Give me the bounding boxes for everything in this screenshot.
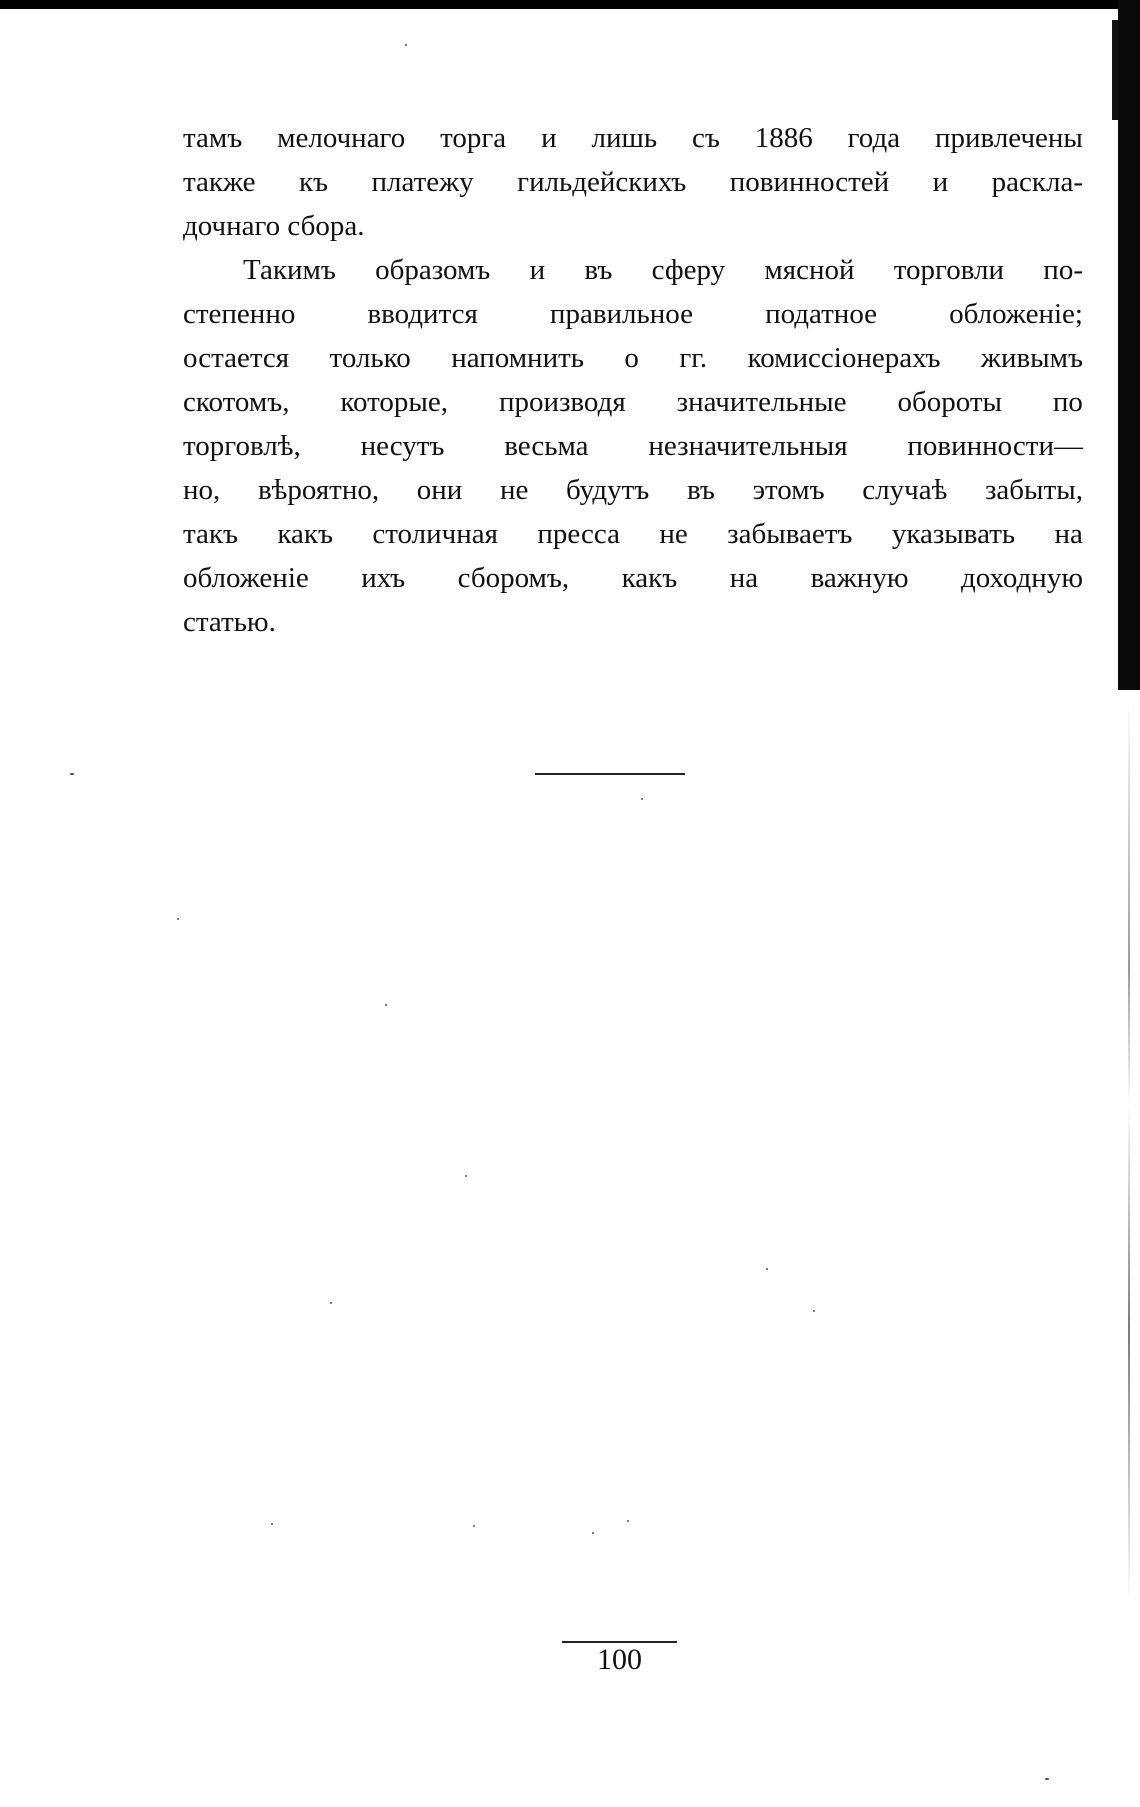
word: вводится: [367, 298, 478, 330]
word: живымъ: [980, 342, 1083, 374]
print-speck: [641, 798, 643, 800]
word: столичная: [372, 518, 498, 550]
word: и: [541, 122, 557, 154]
word: образомъ: [375, 254, 491, 286]
word: торговлѣ,: [183, 430, 301, 462]
word: обложенiе: [183, 562, 309, 594]
word: остается: [183, 342, 290, 374]
word: и: [932, 166, 949, 198]
word: этомъ: [752, 474, 825, 506]
word: скотомъ,: [183, 386, 290, 418]
word: забыты,: [984, 474, 1083, 506]
print-speck: [177, 918, 179, 920]
text-line: [183, 292, 1083, 336]
word: торга: [440, 122, 507, 154]
print-speck: [405, 44, 407, 46]
print-speck: [70, 773, 74, 775]
word: весьма: [504, 430, 589, 462]
word: года: [847, 122, 901, 154]
section-divider: [535, 773, 685, 775]
word: значительные: [676, 386, 847, 418]
print-speck: [627, 1520, 629, 1522]
word: по-: [1043, 254, 1083, 286]
word: будутъ: [566, 474, 650, 506]
word: случаѣ: [862, 474, 948, 506]
print-speck: [465, 1175, 467, 1177]
text-line: дочнаго сбора.: [183, 210, 365, 242]
word: указывать: [891, 518, 1016, 550]
word: повинностей: [729, 166, 890, 198]
word: сборомъ,: [457, 562, 570, 594]
word: несутъ: [360, 430, 445, 462]
word: они: [416, 474, 463, 506]
word: пресса: [537, 518, 620, 550]
word: торговли: [893, 254, 1005, 286]
word: и: [529, 254, 546, 286]
word: на: [1054, 518, 1083, 550]
word: производя: [498, 386, 626, 418]
text-line: [183, 468, 1083, 512]
text-line: [183, 556, 1083, 600]
word: къ: [298, 166, 329, 198]
word: мясной: [764, 254, 855, 286]
word: которые,: [340, 386, 449, 418]
text-line: [183, 380, 1083, 424]
word: не: [499, 474, 529, 506]
text-line: статью.: [183, 606, 276, 638]
word: такъ: [183, 518, 238, 550]
page-top-edge: [0, 0, 1140, 9]
word: правильное: [549, 298, 693, 330]
text-line: [183, 116, 1083, 160]
word: въ: [686, 474, 715, 506]
print-speck: [592, 1532, 594, 1534]
word: ихъ: [361, 562, 406, 594]
paragraph-2: [183, 248, 1083, 644]
print-speck: [1045, 1778, 1049, 1780]
print-speck: [766, 1268, 768, 1270]
word: о: [624, 342, 639, 374]
word: доходную: [960, 562, 1083, 594]
print-speck: [813, 1310, 815, 1312]
text-line: [183, 248, 1083, 292]
word: гг.: [679, 342, 708, 374]
text-line: [183, 336, 1083, 380]
word: важную: [810, 562, 909, 594]
word: съ: [691, 122, 720, 154]
word: по: [1052, 386, 1083, 418]
page-number: 100: [597, 1643, 642, 1676]
word: повинности—: [907, 430, 1083, 462]
word: сферу: [651, 254, 726, 286]
word: также: [183, 166, 256, 198]
word: 1886: [754, 122, 813, 154]
word: обложенiе;: [949, 298, 1083, 330]
print-speck: [473, 1525, 475, 1527]
word: не: [659, 518, 688, 550]
page-right-edge-shadow: [1118, 0, 1140, 690]
word: Такимъ: [243, 254, 336, 286]
paragraph-1: [183, 116, 1083, 248]
word: напомнить: [451, 342, 584, 374]
word: мелочнаго: [277, 122, 406, 154]
word: привлечены: [934, 122, 1083, 154]
page-right-edge-notch: [1112, 20, 1118, 120]
word: забываетъ: [727, 518, 853, 550]
word: какъ: [621, 562, 678, 594]
text-line: [183, 512, 1083, 556]
page-right-margin-line: [1128, 700, 1130, 1600]
word: только: [329, 342, 411, 374]
word: комиссiонерахъ: [747, 342, 941, 374]
body-text: [183, 116, 1083, 644]
word: тамъ: [183, 122, 243, 154]
word: въ: [584, 254, 613, 286]
text-line: [183, 424, 1083, 468]
print-speck: [385, 1004, 387, 1006]
print-speck: [271, 1523, 273, 1525]
text-line: [183, 160, 1083, 204]
word: но,: [183, 474, 221, 506]
word: незначительныя: [648, 430, 848, 462]
word: вѣроятно,: [257, 474, 380, 506]
word: лишь: [591, 122, 658, 154]
word: платежу: [371, 166, 474, 198]
word: обороты: [897, 386, 1002, 418]
word: на: [729, 562, 759, 594]
word: раскла-: [991, 166, 1083, 198]
print-speck: [330, 1302, 332, 1304]
word: какъ: [277, 518, 333, 550]
word: гильдейскихъ: [517, 166, 687, 198]
word: степенно: [183, 298, 296, 330]
word: податное: [765, 298, 878, 330]
